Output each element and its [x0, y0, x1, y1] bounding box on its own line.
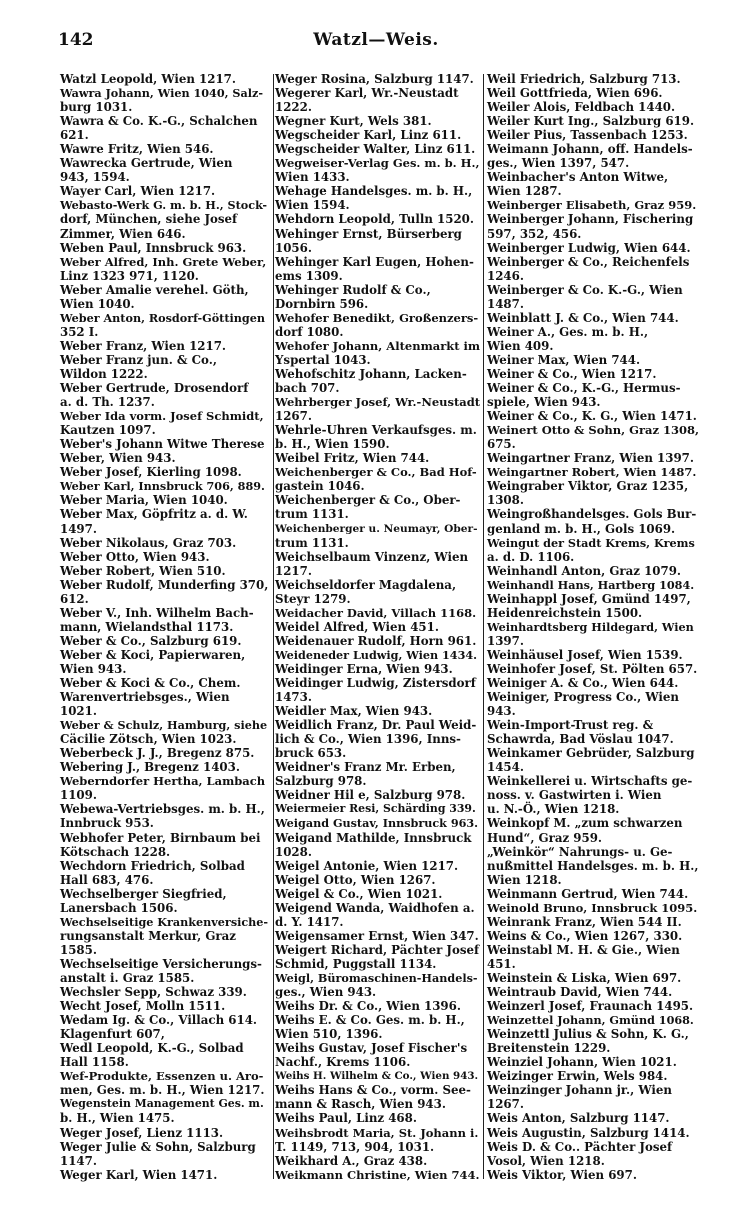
- directory-entry-line: burg 1031.: [60, 100, 133, 115]
- directory-entry-line: Weidenauer Rudolf, Horn 961.: [275, 633, 477, 648]
- directory-entry-line: Wegerer Karl, Wr.-Neustadt: [275, 86, 459, 101]
- directory-entry-line: Weigend Wanda, Waidhofen a.: [275, 900, 475, 915]
- directory-entry-line: trum 1131.: [275, 507, 349, 522]
- directory-entry-line: Weinzerl Josef, Fraunach 1495.: [487, 999, 694, 1014]
- directory-entry-line: Weigel & Co., Wien 1021.: [275, 886, 443, 901]
- directory-entry-line: Weber Gertrude, Drosendorf: [60, 381, 249, 396]
- directory-entry-line: Weber Rudolf, Munderfing 370,: [60, 577, 269, 592]
- directory-entry-line: Weidinger Ludwig, Zistersdorf: [275, 676, 476, 691]
- column-divider: [273, 74, 274, 1179]
- directory-entry-line: Hall 683, 476.: [60, 872, 154, 887]
- directory-entry-line: Weibel Fritz, Wien 744.: [275, 451, 430, 466]
- directory-entry-line: men, Ges. m. b. H., Wien 1217.: [60, 1083, 265, 1098]
- directory-entry-line: Weinzettl Julius & Sohn, K. G.,: [487, 1027, 689, 1042]
- directory-entry-line: Weiniger, Progress Co., Wien: [487, 690, 679, 705]
- directory-entry-line: Weberndorfer Hertha, Lambach: [60, 774, 266, 789]
- directory-entry-line: Wein-Import-Trust reg. &: [487, 718, 654, 733]
- directory-entry-line: Salzburg 978.: [275, 774, 367, 789]
- directory-entry-line: Weimann Johann, off. Handels-: [487, 142, 693, 157]
- directory-entry-line: Weber & Co., Salzburg 619.: [60, 633, 242, 648]
- directory-entry-line: Weihs H. Wilhelm & Co., Wien 943.: [275, 1070, 479, 1083]
- directory-entry-line: Kautzen 1097.: [60, 423, 156, 438]
- directory-entry-line: Weihs Hans & Co., vorm. See-: [275, 1083, 471, 1098]
- directory-entry-line: Weikmann Christine, Wien 744.: [275, 1167, 480, 1182]
- directory-entry-line: Weinert Otto & Sohn, Graz 1308,: [487, 423, 699, 438]
- directory-entry-line: Weihs E. & Co. Ges. m. b. H.,: [275, 1013, 465, 1028]
- directory-entry-line: Lanersbach 1506.: [60, 900, 178, 915]
- directory-entry-line: Weinberger Johann, Fischering: [487, 212, 694, 227]
- directory-entry-line: Weins & Co., Wien 1267, 330.: [487, 928, 683, 943]
- directory-entry-line: gastein 1046.: [275, 479, 365, 494]
- directory-entry-line: Weil Gottfrieda, Wien 696.: [487, 86, 663, 101]
- directory-entry-line: Wien 1040.: [60, 296, 135, 311]
- directory-entry-line: Weber Franz, Wien 1217.: [60, 338, 227, 353]
- directory-entry-line: Wegenstein Management Ges. m.: [60, 1097, 264, 1111]
- directory-entry-line: Cäcilie Zötsch, Wien 1023.: [60, 732, 237, 747]
- directory-entry-line: Weis D. & Co.. Pächter Josef: [487, 1139, 673, 1154]
- directory-entry-line: 1109.: [60, 788, 97, 803]
- directory-entry-line: dorf 1080.: [275, 324, 344, 339]
- directory-entry-line: 1222.: [275, 100, 312, 115]
- directory-entry-line: Weiniger A. & Co., Wien 644.: [487, 676, 679, 691]
- directory-entry-line: 451.: [487, 956, 516, 971]
- directory-entry-line: Weber Ida vorm. Josef Schmidt,: [60, 409, 264, 424]
- directory-entry-line: Wechsler Sepp, Schwaz 339.: [60, 985, 247, 1000]
- directory-entry-line: 1487.: [487, 296, 524, 311]
- directory-entry-line: Heidenreichstein 1500.: [487, 605, 643, 620]
- directory-entry-line: 1497.: [60, 521, 97, 536]
- directory-entry-line: Wehage Handelsges. m. b. H.,: [275, 184, 473, 199]
- directory-entry-line: Wecht Josef, Molln 1511.: [60, 999, 226, 1014]
- directory-entry-line: 1267.: [275, 409, 312, 424]
- directory-entry-line: Weichseldorfer Magdalena,: [275, 577, 457, 592]
- directory-entry-line: dorf, München, siehe Josef: [60, 212, 238, 227]
- directory-entry-line: Weideneder Ludwig, Wien 1434.: [275, 647, 478, 662]
- directory-entry-line: Weber Maria, Wien 1040.: [60, 493, 228, 508]
- directory-entry-line: Hall 1158.: [60, 1055, 129, 1070]
- directory-entry-line: Wien 1218.: [487, 872, 562, 887]
- directory-entry-line: Weinberger Ludwig, Wien 644.: [487, 240, 691, 255]
- directory-column-right: [487, 72, 699, 1182]
- directory-entry-line: Weihs Paul, Linz 468.: [275, 1111, 417, 1126]
- directory-entry-line: Dornbirn 596.: [275, 296, 369, 311]
- directory-entry-line: Weihs Gustav, Josef Fischer's: [275, 1041, 468, 1056]
- directory-entry-line: Schmid, Puggstall 1134.: [275, 956, 437, 971]
- directory-entry-line: Wawre Fritz, Wien 546.: [60, 142, 214, 157]
- directory-entry-line: Weiner & Co., K. G., Wien 1471.: [487, 409, 697, 424]
- page-number: 142: [58, 30, 94, 50]
- directory-entry-line: Weigand Gustav, Innsbruck 963.: [275, 816, 479, 831]
- directory-entry-line: Wehdorn Leopold, Tulln 1520.: [275, 212, 474, 227]
- directory-entry-line: Weben Paul, Innsbruck 963.: [60, 240, 247, 255]
- directory-entry-line: Wien 510, 1396.: [275, 1027, 383, 1042]
- directory-entry-line: spiele, Wien 943.: [487, 395, 601, 410]
- directory-entry-line: Wawrecka Gertrude, Wien: [60, 156, 233, 171]
- directory-entry-line: Weigel Antonie, Wien 1217.: [275, 858, 459, 873]
- directory-entry-line: Weinhappl Josef, Gmünd 1497,: [487, 591, 691, 606]
- directory-entry-line: lich & Co., Wien 1396, Inns-: [275, 732, 461, 747]
- directory-entry-line: Weiler Alois, Feldbach 1440.: [487, 100, 676, 115]
- directory-entry-line: 1397.: [487, 633, 524, 648]
- directory-entry-line: Weinhofer Josef, St. Pölten 657.: [487, 661, 698, 676]
- directory-entry-line: Weber V., Inh. Wilhelm Bach-: [60, 605, 254, 620]
- directory-entry-line: Weiner A., Ges. m. b. H.,: [487, 324, 649, 339]
- directory-entry-line: Wechdorn Friedrich, Solbad: [60, 858, 245, 873]
- directory-entry-line: Weber & Koci & Co., Chem.: [60, 676, 241, 691]
- directory-entry-line: Weber Robert, Wien 510.: [60, 563, 226, 578]
- directory-entry-line: Weiner & Co., Wien 1217.: [487, 366, 657, 381]
- directory-entry-line: Wehofer Benedikt, Großenzers-: [275, 310, 479, 325]
- directory-entry-line: Weigl, Büromaschinen-Handels-: [275, 971, 478, 985]
- directory-entry-line: Wechselseitige Versicherungs-: [60, 956, 262, 971]
- directory-entry-line: Weber & Koci, Papierwaren,: [60, 647, 246, 662]
- directory-entry-line: Weil Friedrich, Salzburg 713.: [487, 72, 681, 86]
- directory-entry-line: 943.: [487, 704, 516, 719]
- directory-entry-line: Weikhard A., Graz 438.: [275, 1153, 428, 1168]
- directory-entry-line: 352 I.: [60, 324, 99, 339]
- directory-entry-line: 621.: [60, 128, 89, 143]
- directory-entry-line: Weinzettel Johann, Gmünd 1068.: [487, 1013, 694, 1028]
- directory-entry-line: Wien 409.: [487, 338, 554, 353]
- directory-entry-line: Wegscheider Walter, Linz 611.: [275, 142, 476, 157]
- directory-entry-line: Wehofer Johann, Altenmarkt im: [275, 338, 481, 353]
- directory-entry-line: anstalt i. Graz 1585.: [60, 971, 195, 985]
- directory-entry-line: Weidel Alfred, Wien 451.: [275, 619, 439, 634]
- directory-entry-line: Weber Max, Göpfritz a. d. W.: [60, 507, 248, 522]
- directory-entry-line: Wehinger Rudolf & Co.,: [275, 282, 431, 297]
- directory-entry-line: Weidacher David, Villach 1168.: [275, 605, 477, 620]
- directory-entry-line: Webering J., Bregenz 1403.: [60, 760, 240, 775]
- directory-entry-line: Weiermeier Resi, Schärding 339.: [275, 802, 476, 816]
- directory-entry-line: Weinstein & Liska, Wien 697.: [487, 971, 682, 985]
- directory-column-middle: [275, 72, 480, 1182]
- directory-entry-line: Weiner Max, Wien 744.: [487, 352, 641, 367]
- directory-entry-line: Wedam Ig. & Co., Villach 614.: [60, 1013, 258, 1028]
- directory-entry-line: 1021.: [60, 704, 97, 719]
- directory-entry-line: 1267.: [487, 1097, 524, 1112]
- directory-entry-line: Weidler Max, Wien 943.: [275, 704, 433, 719]
- directory-entry-line: Weber Josef, Kierling 1098.: [60, 465, 242, 480]
- directory-entry-line: u. N.-Ö., Wien 1218.: [487, 802, 620, 817]
- directory-entry-line: Weidinger Erna, Wien 943.: [275, 661, 453, 676]
- directory-entry-line: Weinblatt J. & Co., Wien 744.: [487, 310, 679, 325]
- directory-entry-line: Weinstabl M. H. & Gie., Wien: [487, 942, 680, 957]
- directory-entry-line: Weis Augustin, Salzburg 1414.: [487, 1125, 690, 1140]
- directory-entry-line: Weinkopf M. „zum schwarzen: [487, 816, 683, 831]
- directory-entry-line: Weinkellerei u. Wirtschafts ge-: [487, 774, 693, 789]
- directory-entry-line: 943, 1594.: [60, 170, 130, 185]
- directory-entry-line: Weber Amalie verehel. Göth,: [60, 282, 249, 297]
- directory-entry-line: 597, 352, 456.: [487, 226, 582, 241]
- directory-entry-line: 675.: [487, 437, 516, 452]
- directory-entry-line: Weber Franz jun. & Co.,: [60, 352, 217, 367]
- directory-entry-line: 1454.: [487, 760, 524, 775]
- directory-entry-line: Weiler Pius, Tassenbach 1253.: [487, 128, 688, 143]
- directory-entry-line: b. H., Wien 1590.: [275, 437, 390, 452]
- directory-entry-line: Wechselberger Siegfried,: [60, 886, 227, 901]
- directory-entry-line: mann & Rasch, Wien 943.: [275, 1097, 446, 1112]
- directory-entry-line: Wien 1594.: [275, 198, 350, 213]
- directory-entry-line: Wien 943.: [60, 661, 127, 676]
- directory-entry-line: Wien 1287.: [487, 184, 562, 199]
- directory-entry-line: Weinhandl Hans, Hartberg 1084.: [487, 577, 695, 592]
- directory-entry-line: Weis Viktor, Wien 697.: [487, 1167, 637, 1182]
- directory-entry-line: Weingut der Stadt Krems, Krems: [487, 535, 695, 550]
- directory-entry-line: 1056.: [275, 240, 312, 255]
- directory-entry-line: 1028.: [275, 844, 312, 859]
- directory-entry-line: Weiner & Co., K.-G., Hermus-: [487, 381, 681, 396]
- directory-entry-line: trum 1131.: [275, 535, 349, 550]
- directory-entry-line: Wien 1433.: [275, 170, 350, 185]
- directory-entry-line: Wedl Leopold, K.-G., Solbad: [60, 1041, 244, 1056]
- directory-entry-line: 1473.: [275, 690, 312, 705]
- directory-entry-line: Kötschach 1228.: [60, 844, 171, 859]
- directory-entry-line: Weinhandl Anton, Graz 1079.: [487, 563, 682, 578]
- directory-entry-line: Wegweiser-Verlag Ges. m. b. H.,: [275, 156, 480, 171]
- directory-entry-line: „Weinkör“ Nahrungs- u. Ge-: [487, 844, 673, 859]
- directory-entry-line: Weingartner Franz, Wien 1397.: [487, 451, 694, 466]
- directory-entry-line: 1217.: [275, 563, 312, 578]
- directory-entry-line: Wehinger Karl Eugen, Hohen-: [275, 254, 474, 269]
- directory-entry-line: Klagenfurt 607,: [60, 1027, 165, 1042]
- directory-entry-line: Wehinger Ernst, Bürserberg: [275, 226, 462, 241]
- directory-entry-line: Wegner Kurt, Wels 381.: [275, 114, 432, 129]
- directory-entry-line: Breitenstein 1229.: [487, 1041, 611, 1056]
- directory-entry-line: Weichselbaum Vinzenz, Wien: [275, 549, 469, 564]
- directory-entry-line: Weberbeck J. J., Bregenz 875.: [60, 746, 255, 761]
- directory-entry-line: Weinkamer Gebrüder, Salzburg: [487, 746, 695, 761]
- directory-entry-line: genland m. b. H., Gols 1069.: [487, 521, 676, 536]
- directory-entry-line: Weinbacher's Anton Witwe,: [487, 170, 669, 185]
- directory-entry-line: Weiler Kurt Ing., Salzburg 619.: [487, 114, 695, 129]
- directory-entry-line: Wehrle-Uhren Verkaufsges. m.: [275, 423, 477, 438]
- directory-entry-line: noss. v. Gastwirten i. Wien: [487, 788, 662, 803]
- directory-entry-line: Weber, Wien 943.: [60, 451, 176, 466]
- directory-entry-line: Weinmann Gertrud, Wien 744.: [487, 886, 689, 901]
- directory-entry-line: bruck 653.: [275, 746, 347, 761]
- directory-entry-line: Wechselseitige Krankenversiche-: [60, 914, 269, 929]
- directory-entry-line: Zimmer, Wien 646.: [60, 226, 186, 241]
- directory-entry-line: Weigensamer Ernst, Wien 347.: [275, 928, 479, 943]
- directory-entry-line: Weichenberger u. Neumayr, Ober-: [275, 522, 478, 535]
- directory-entry-line: Weigel Otto, Wien 1267.: [275, 872, 436, 887]
- directory-entry-line: Weinziel Johann, Wien 1021.: [487, 1055, 677, 1070]
- directory-entry-line: a. d. Th. 1237.: [60, 395, 155, 410]
- directory-entry-line: Weber Alfred, Inh. Grete Weber,: [60, 254, 267, 269]
- directory-entry-line: Weigand Mathilde, Innsbruck: [275, 830, 472, 845]
- directory-entry-line: Weihsbrodt Maria, St. Johann i.: [275, 1125, 479, 1140]
- directory-entry-line: 1585.: [60, 942, 97, 957]
- directory-entry-line: Weinhardtsberg Hildegard, Wien: [487, 619, 694, 634]
- directory-entry-line: d. Y. 1417.: [275, 914, 344, 929]
- directory-entry-line: Wehofschitz Johann, Lacken-: [275, 366, 467, 381]
- directory-entry-line: Weintraub David, Wien 744.: [487, 985, 673, 1000]
- directory-entry-line: Weingroßhandelsges. Gols Bur-: [487, 507, 697, 522]
- directory-entry-line: Weis Anton, Salzburg 1147.: [487, 1111, 670, 1126]
- directory-entry-line: Yspertal 1043.: [275, 352, 371, 367]
- directory-entry-line: Weber Nikolaus, Graz 703.: [60, 535, 237, 550]
- directory-entry-line: Weinold Bruno, Innsbruck 1095.: [487, 900, 698, 915]
- directory-entry-line: 1308.: [487, 493, 524, 508]
- directory-entry-line: T. 1149, 713, 904, 1031.: [275, 1139, 435, 1154]
- directory-entry-line: Weizinger Erwin, Wels 984.: [487, 1069, 668, 1084]
- directory-entry-line: Weber Anton, Rosdorf-Göttingen: [60, 310, 265, 325]
- directory-column-left: [60, 72, 268, 1182]
- directory-entry-line: Wehrberger Josef, Wr.-Neustadt: [275, 395, 481, 410]
- directory-entry-line: 1147.: [60, 1153, 97, 1168]
- directory-entry-line: Wef-Produkte, Essenzen u. Aro-: [60, 1069, 264, 1084]
- directory-entry-line: nußmittel Handelsges. m. b. H.,: [487, 858, 699, 873]
- directory-entry-line: Wildon 1222.: [60, 366, 148, 381]
- directory-entry-line: ges., Wien 1397, 547.: [487, 156, 630, 171]
- directory-entry-line: Wegscheider Karl, Linz 611.: [275, 128, 462, 143]
- directory-entry-line: Nachf., Krems 1106.: [275, 1055, 411, 1070]
- directory-entry-line: a. d. D. 1106.: [487, 549, 575, 564]
- directory-entry-line: Wayer Carl, Wien 1217.: [60, 184, 216, 199]
- page-header: [0, 30, 752, 58]
- column-divider: [483, 74, 484, 1179]
- directory-entry-line: 1246.: [487, 268, 524, 283]
- directory-entry-line: Weinzinger Johann jr., Wien: [487, 1083, 672, 1098]
- directory-entry-line: Weinhäusel Josef, Wien 1539.: [487, 647, 683, 662]
- directory-entry-line: Weger Julie & Sohn, Salzburg: [60, 1139, 256, 1154]
- directory-entry-line: Warenvertriebsges., Wien: [60, 690, 230, 705]
- directory-entry-line: Weingartner Robert, Wien 1487.: [487, 465, 697, 480]
- directory-entry-line: Webewa-Vertriebsges. m. b. H.,: [60, 802, 265, 817]
- directory-entry-line: 612.: [60, 591, 89, 606]
- directory-entry-line: Schawrda, Bad Vöslau 1047.: [487, 732, 674, 747]
- directory-entry-line: Wawra & Co. K.-G., Schalchen: [60, 114, 258, 129]
- directory-entry-line: Weinberger & Co. K.-G., Wien: [487, 282, 683, 297]
- running-head: Watzl—Weis.: [313, 30, 439, 50]
- directory-entry-line: Weger Rosina, Salzburg 1147.: [275, 72, 474, 86]
- directory-entry-line: Weichenberger & Co., Ober-: [275, 493, 461, 508]
- directory-entry-line: Weber's Johann Witwe Therese: [60, 437, 265, 452]
- directory-entry-line: rungsanstalt Merkur, Graz: [60, 928, 236, 943]
- directory-entry-line: Webhofer Peter, Birnbaum bei: [60, 830, 261, 845]
- directory-entry-line: Weger Karl, Wien 1471.: [60, 1167, 218, 1182]
- directory-entry-line: Weigert Richard, Pächter Josef: [275, 942, 480, 957]
- directory-entry-line: Wawra Johann, Wien 1040, Salz-: [60, 86, 263, 101]
- directory-entry-line: Weidner's Franz Mr. Erben,: [275, 760, 456, 775]
- directory-entry-line: b. H., Wien 1475.: [60, 1111, 175, 1126]
- directory-entry-line: Hund“, Graz 959.: [487, 830, 603, 845]
- directory-entry-line: Weber Otto, Wien 943.: [60, 549, 210, 564]
- directory-entry-line: Weichenberger & Co., Bad Hof-: [275, 465, 477, 480]
- directory-entry-line: Weidner Hil e, Salzburg 978.: [275, 788, 466, 803]
- directory-entry-line: Weihs Dr. & Co., Wien 1396.: [275, 999, 461, 1014]
- directory-entry-line: Weber Karl, Innsbruck 706, 889.: [60, 479, 265, 494]
- directory-entry-line: Weinberger & Co., Reichenfels: [487, 254, 690, 269]
- directory-entry-line: Weidlich Franz, Dr. Paul Weid-: [275, 718, 477, 733]
- directory-entry-line: Watzl Leopold, Wien 1217.: [60, 72, 236, 86]
- directory-entry-line: mann, Wielandsthal 1173.: [60, 619, 234, 634]
- directory-entry-line: Weinberger Elisabeth, Graz 959.: [487, 198, 697, 213]
- directory-entry-line: Weger Josef, Lienz 1113.: [60, 1125, 224, 1140]
- directory-entry-line: Weingraber Viktor, Graz 1235,: [487, 479, 689, 494]
- directory-entry-line: ges., Wien 943.: [275, 985, 377, 1000]
- directory-entry-line: bach 707.: [275, 381, 340, 396]
- directory-entry-line: Innbruck 953.: [60, 816, 154, 831]
- directory-entry-line: ems 1309.: [275, 268, 343, 283]
- directory-entry-line: Weinrank Franz, Wien 544 II.: [487, 914, 682, 929]
- directory-entry-line: Webasto-Werk G. m. b. H., Stock-: [60, 198, 268, 213]
- directory-entry-line: Linz 1323 971, 1120.: [60, 268, 199, 283]
- directory-entry-line: Steyr 1279.: [275, 591, 351, 606]
- directory-entry-line: Vosol, Wien 1218.: [487, 1153, 605, 1168]
- directory-entry-line: Weber & Schulz, Hamburg, siehe: [60, 718, 268, 733]
